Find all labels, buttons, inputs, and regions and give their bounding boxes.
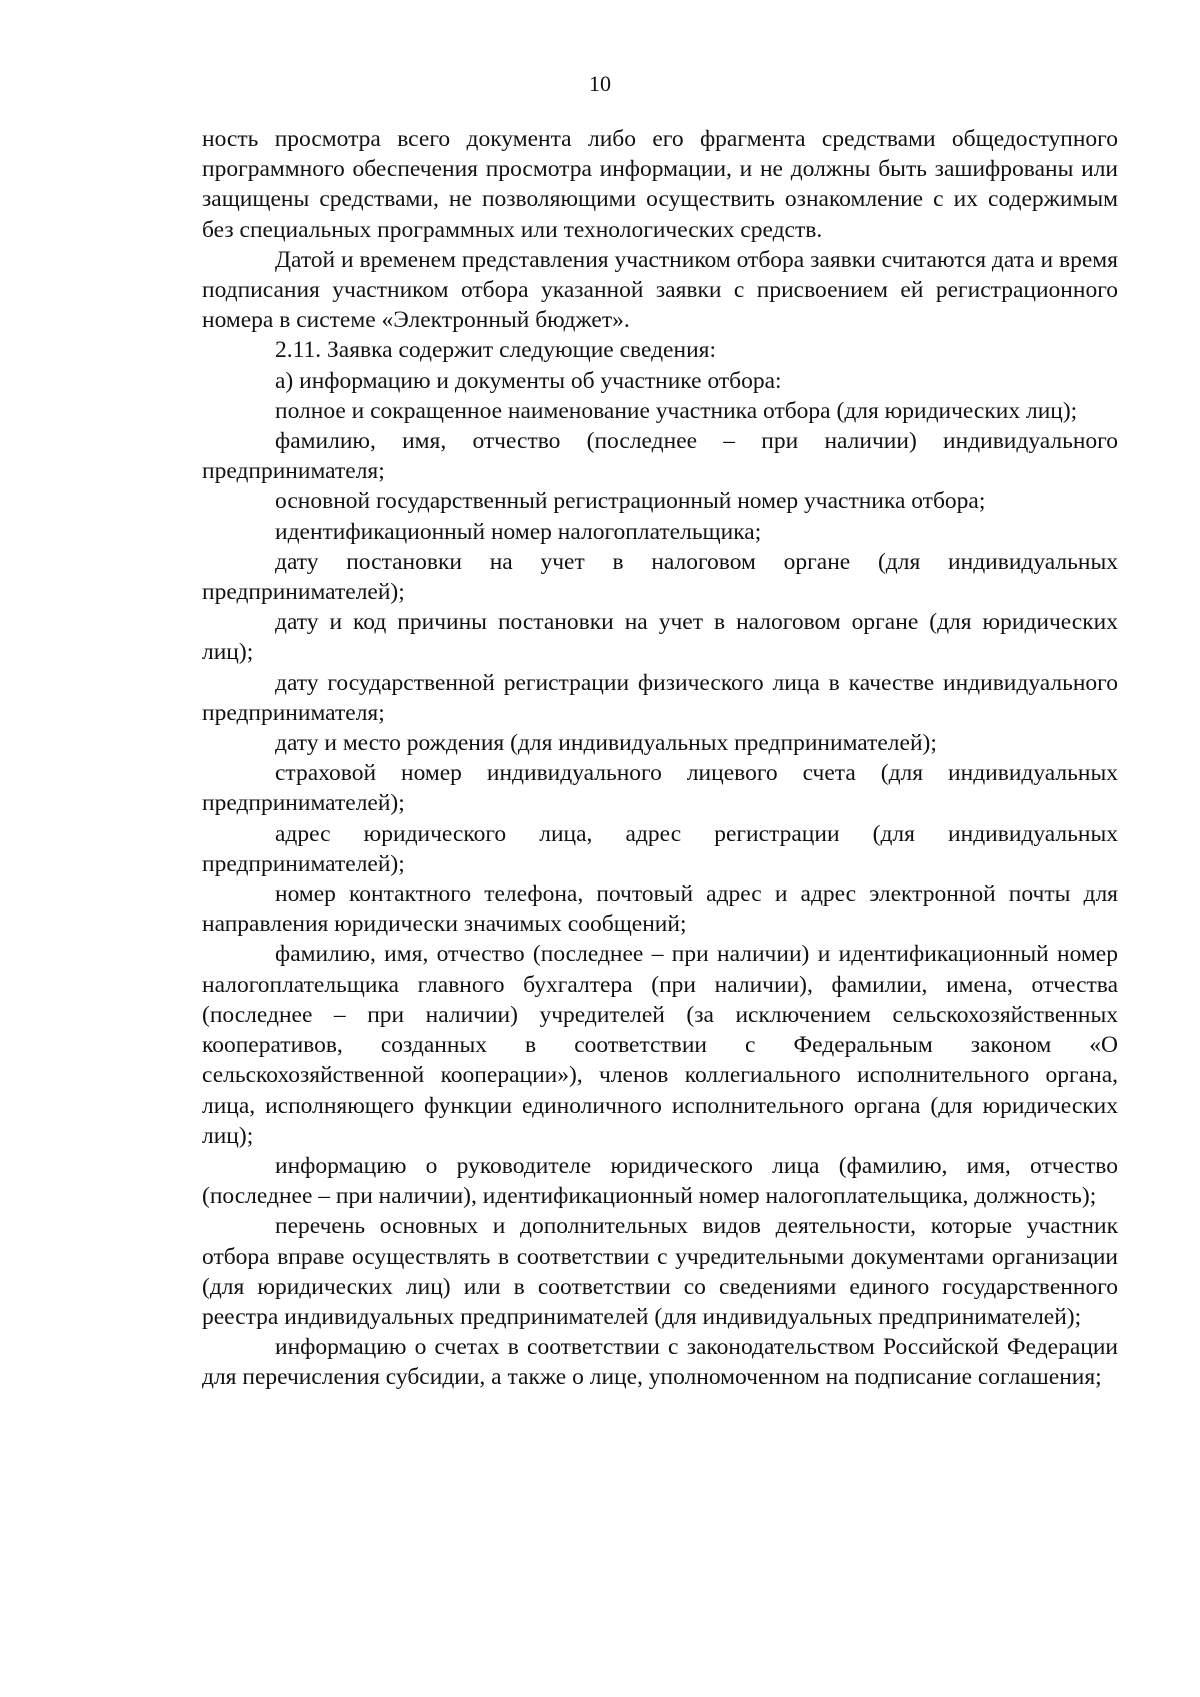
paragraph: адрес юридического лица, адрес регистрации (для индивидуальных предпринимателей);	[202, 820, 1118, 877]
paragraph: фамилию, имя, отчество (последнее – при наличии) индивидуального предпринимателя;	[202, 428, 1118, 485]
paragraph: основной государственный регистрационный номер участника отбора;	[275, 488, 986, 515]
paragraph: 2.11. Заявка содержит следующие сведения:	[275, 337, 716, 364]
paragraph: информацию о счетах в соответствии с законодательством Российской Федерации для перечисления субсидии, а также о лице, уполномоченном на подписание соглашения;	[202, 1334, 1118, 1391]
page-number: 10	[589, 71, 611, 96]
paragraph: информацию о руководителе юридического лица (фамилию, имя, отчество (последнее – при наличии), идентификационный номер налогоплательщика, должность);	[202, 1152, 1118, 1210]
paragraph: страховой номер индивидуального лицевого счета (для индивидуальных предпринимателей);	[202, 760, 1118, 817]
paragraph: перечень основных и дополнительных видов деятельности, которые участник отбора вправе осуществлять в соответствии с учредительными документами организации (для юридических лиц) или в соответствии со сведениями единого государственного реестра индивидуальных предпринимателей (для индивидуальных предпринимателей);	[202, 1213, 1118, 1330]
paragraph: полное и сокращенное наименование участника отбора (для юридических лиц);	[275, 397, 1078, 424]
paragraph: дату и код причины постановки на учет в налоговом органе (для юридических лиц);	[202, 609, 1118, 666]
paragraph: ность просмотра всего документа либо его фрагмента средствами общедоступного программного обеспечения просмотра информации, и не должны быть зашифрованы или защищены средствами, не позволяющими осуществить ознакомление с их содержимым без специальных программных или технологических средств.	[202, 126, 1118, 243]
paragraph: Датой и временем представления участником отбора заявки считаются дата и время подписания участником отбора указанной заявки с присвоением ей регистрационного номера в системе «Электронный бюджет».	[202, 246, 1118, 334]
paragraph: фамилию, имя, отчество (последнее – при наличии) и идентификационный номер налогоплательщика главного бухгалтера (при наличии), фамилии, имена, отчества (последнее – при наличии) учредителей (за исключением сельскохозяйственных кооперативов, созданных в соответствии с Федеральным законом «О сельскохозяйственной кооперации»), членов коллегиального исполнительного органа, лица, исполняющего функции единоличного исполнительного органа (для юридических лиц);	[202, 941, 1118, 1149]
document-body	[202, 124, 1118, 1393]
paragraph: дату государственной регистрации физического лица в качестве индивидуального предпринимателя;	[202, 669, 1118, 726]
paragraph: а) информацию и документы об участнике отбора:	[275, 367, 782, 394]
paragraph: номер контактного телефона, почтовый адрес и адрес электронной почты для направления юридически значимых сообщений;	[202, 881, 1118, 938]
paragraph: идентификационный номер налогоплательщика;	[275, 518, 762, 545]
paragraph: дату и место рождения (для индивидуальных предпринимателей);	[275, 730, 937, 757]
paragraph: дату постановки на учет в налоговом органе (для индивидуальных предпринимателей);	[202, 548, 1118, 606]
